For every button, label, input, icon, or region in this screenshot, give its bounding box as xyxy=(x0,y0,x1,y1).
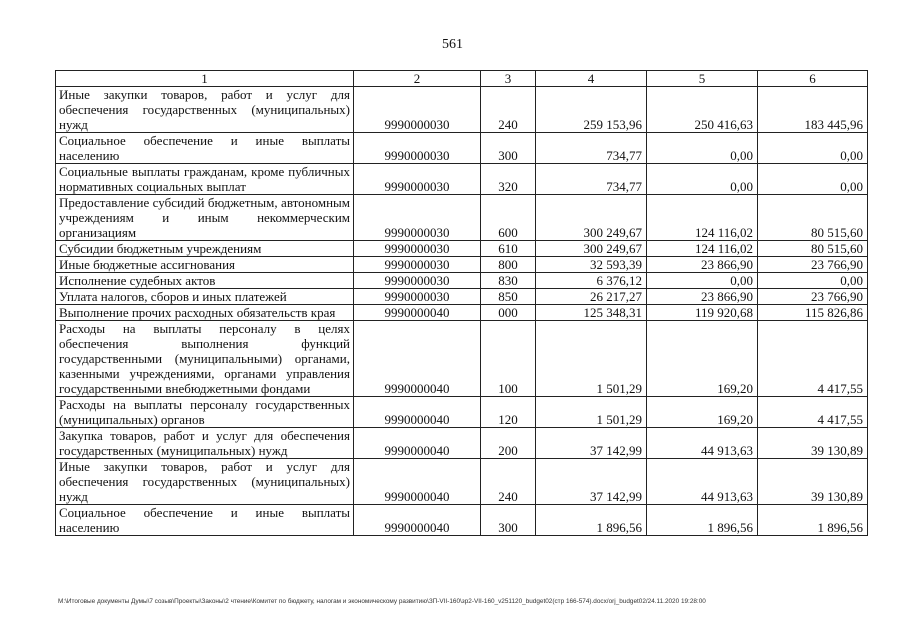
row-value-cell: 115 826,86 xyxy=(758,305,868,321)
row-type-cell: 000 xyxy=(481,305,536,321)
row-value-cell: 37 142,99 xyxy=(536,428,647,459)
footer-file-path: M:\Итоговые документы Думы\7 созыв\Проекты\Законы\2 чтение\Комитет по бюджету, налогам и экономическому развитию\ЗП-VII-160\зр2-VII-160_v251120_budget02(стр 166-574).docx/orj_budget02/24.11.2020 19:28:00 xyxy=(58,598,706,605)
table-row xyxy=(56,428,868,459)
row-name-cell: Социальное обеспечение и иные выплаты населению xyxy=(56,133,354,164)
row-type-cell: 320 xyxy=(481,164,536,195)
row-code-cell: 9990000030 xyxy=(354,164,481,195)
column-header: 6 xyxy=(758,71,868,87)
row-value-cell: 0,00 xyxy=(647,273,758,289)
row-name-cell: Предоставление субсидий бюджетным, автономным учреждениям и иным некоммерческим организациям xyxy=(56,195,354,241)
row-type-cell: 800 xyxy=(481,257,536,273)
table-row xyxy=(56,305,868,321)
row-type-cell: 120 xyxy=(481,397,536,428)
table-row xyxy=(56,289,868,305)
row-value-cell: 1 501,29 xyxy=(536,321,647,397)
row-code-cell: 9990000030 xyxy=(354,273,481,289)
row-code-cell: 9990000040 xyxy=(354,505,481,536)
row-value-cell: 44 913,63 xyxy=(647,459,758,505)
row-code-cell: 9990000030 xyxy=(354,257,481,273)
row-code-cell: 9990000040 xyxy=(354,428,481,459)
row-value-cell: 300 249,67 xyxy=(536,241,647,257)
row-value-cell: 6 376,12 xyxy=(536,273,647,289)
table-row xyxy=(56,505,868,536)
row-code-cell: 9990000030 xyxy=(354,87,481,133)
row-name-cell: Выполнение прочих расходных обязательств края xyxy=(56,305,354,321)
table-row xyxy=(56,87,868,133)
table-row xyxy=(56,459,868,505)
table-row xyxy=(56,397,868,428)
row-type-cell: 240 xyxy=(481,459,536,505)
row-value-cell: 23 766,90 xyxy=(758,257,868,273)
row-value-cell: 1 896,56 xyxy=(536,505,647,536)
column-header: 5 xyxy=(647,71,758,87)
row-name-cell: Иные закупки товаров, работ и услуг для обеспечения государственных (муниципальных) нужд xyxy=(56,87,354,133)
row-value-cell: 0,00 xyxy=(647,133,758,164)
row-value-cell: 259 153,96 xyxy=(536,87,647,133)
row-type-cell: 830 xyxy=(481,273,536,289)
row-value-cell: 169,20 xyxy=(647,397,758,428)
row-value-cell: 39 130,89 xyxy=(758,459,868,505)
row-name-cell: Исполнение судебных актов xyxy=(56,273,354,289)
row-value-cell: 1 896,56 xyxy=(647,505,758,536)
table-header-row xyxy=(56,71,868,87)
row-name-cell: Социальное обеспечение и иные выплаты населению xyxy=(56,505,354,536)
row-type-cell: 240 xyxy=(481,87,536,133)
row-value-cell: 4 417,55 xyxy=(758,397,868,428)
row-value-cell: 80 515,60 xyxy=(758,241,868,257)
row-name-cell: Иные бюджетные ассигнования xyxy=(56,257,354,273)
row-value-cell: 0,00 xyxy=(647,164,758,195)
row-code-cell: 9990000030 xyxy=(354,195,481,241)
row-type-cell: 600 xyxy=(481,195,536,241)
budget-table xyxy=(55,70,868,536)
row-type-cell: 610 xyxy=(481,241,536,257)
row-value-cell: 124 116,02 xyxy=(647,195,758,241)
row-value-cell: 734,77 xyxy=(536,164,647,195)
row-code-cell: 9990000040 xyxy=(354,305,481,321)
row-type-cell: 300 xyxy=(481,133,536,164)
column-header: 4 xyxy=(536,71,647,87)
row-code-cell: 9990000030 xyxy=(354,241,481,257)
row-value-cell: 44 913,63 xyxy=(647,428,758,459)
row-name-cell: Уплата налогов, сборов и иных платежей xyxy=(56,289,354,305)
row-value-cell: 183 445,96 xyxy=(758,87,868,133)
row-value-cell: 1 896,56 xyxy=(758,505,868,536)
row-value-cell: 23 766,90 xyxy=(758,289,868,305)
row-name-cell: Закупка товаров, работ и услуг для обеспечения государственных (муниципальных) нужд xyxy=(56,428,354,459)
row-value-cell: 119 920,68 xyxy=(647,305,758,321)
column-header: 1 xyxy=(56,71,354,87)
row-name-cell: Расходы на выплаты персоналу в целях обеспечения выполнения функций государственными (муниципальными) органами, казенными учреждениями, органами управления государственными внебюджетными фондами xyxy=(56,321,354,397)
row-code-cell: 9990000030 xyxy=(354,289,481,305)
table-row xyxy=(56,164,868,195)
row-value-cell: 734,77 xyxy=(536,133,647,164)
row-code-cell: 9990000040 xyxy=(354,321,481,397)
row-value-cell: 23 866,90 xyxy=(647,257,758,273)
row-value-cell: 300 249,67 xyxy=(536,195,647,241)
row-type-cell: 850 xyxy=(481,289,536,305)
row-value-cell: 80 515,60 xyxy=(758,195,868,241)
row-name-cell: Расходы на выплаты персоналу государственных (муниципальных) органов xyxy=(56,397,354,428)
row-value-cell: 124 116,02 xyxy=(647,241,758,257)
row-value-cell: 39 130,89 xyxy=(758,428,868,459)
row-value-cell: 250 416,63 xyxy=(647,87,758,133)
row-code-cell: 9990000040 xyxy=(354,459,481,505)
row-type-cell: 300 xyxy=(481,505,536,536)
table-row xyxy=(56,241,868,257)
table-row xyxy=(56,133,868,164)
row-value-cell: 1 501,29 xyxy=(536,397,647,428)
row-name-cell: Иные закупки товаров, работ и услуг для обеспечения государственных (муниципальных) нужд xyxy=(56,459,354,505)
row-value-cell: 23 866,90 xyxy=(647,289,758,305)
table-row xyxy=(56,273,868,289)
row-value-cell: 0,00 xyxy=(758,133,868,164)
column-header: 3 xyxy=(481,71,536,87)
row-value-cell: 0,00 xyxy=(758,273,868,289)
row-name-cell: Субсидии бюджетным учреждениям xyxy=(56,241,354,257)
page-number: 561 xyxy=(442,37,463,52)
row-code-cell: 9990000030 xyxy=(354,133,481,164)
row-type-cell: 100 xyxy=(481,321,536,397)
row-name-cell: Социальные выплаты гражданам, кроме публичных нормативных социальных выплат xyxy=(56,164,354,195)
row-value-cell: 32 593,39 xyxy=(536,257,647,273)
column-header: 2 xyxy=(354,71,481,87)
table-row xyxy=(56,257,868,273)
row-value-cell: 26 217,27 xyxy=(536,289,647,305)
row-value-cell: 4 417,55 xyxy=(758,321,868,397)
row-code-cell: 9990000040 xyxy=(354,397,481,428)
row-type-cell: 200 xyxy=(481,428,536,459)
table-row xyxy=(56,195,868,241)
row-value-cell: 125 348,31 xyxy=(536,305,647,321)
table-row xyxy=(56,321,868,397)
row-value-cell: 0,00 xyxy=(758,164,868,195)
row-value-cell: 37 142,99 xyxy=(536,459,647,505)
row-value-cell: 169,20 xyxy=(647,321,758,397)
